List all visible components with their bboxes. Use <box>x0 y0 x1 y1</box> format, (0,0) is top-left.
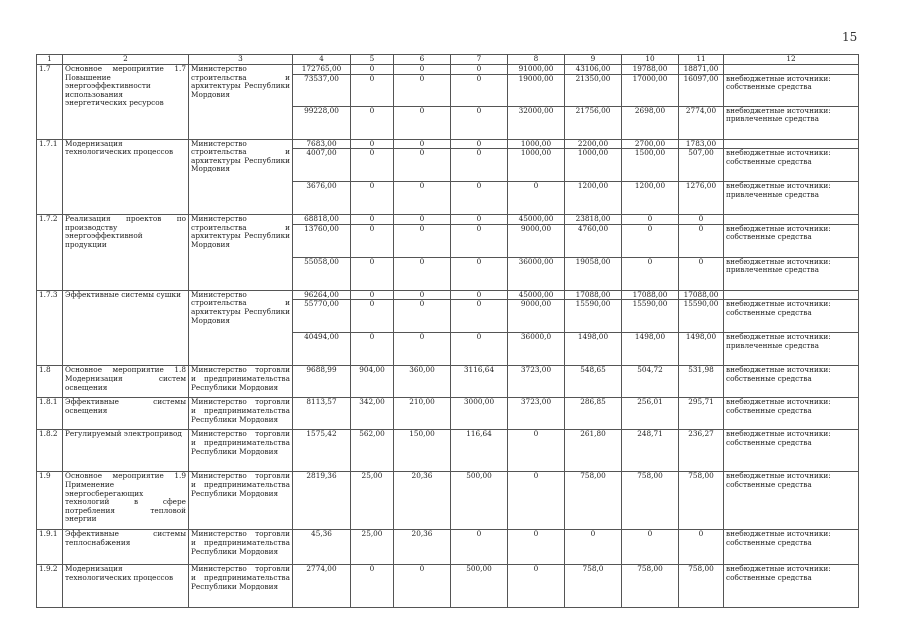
cell-activity-name: Эффективные системы теплоснабжения <box>63 530 189 565</box>
header-cell: 2 <box>63 55 189 65</box>
cell-vals-4: 0 <box>451 182 508 215</box>
cell-funding-source: внебюджетные источники: привлеченные средства <box>724 106 859 139</box>
cell-vals-6: 23818,00 <box>565 215 622 225</box>
cell-funding-source: внебюджетные источники: собственные средства <box>724 74 859 106</box>
cell-vals-2: 0 <box>351 182 394 215</box>
cell-vals-4: 0 <box>451 106 508 139</box>
cell-vals-2: 0 <box>351 224 394 257</box>
header-cell: 11 <box>679 55 724 65</box>
cell-vals-8: 531,98 <box>679 366 724 398</box>
cell-responsible-org: Министерство торговли и предпринимательства Республики Мордовия <box>189 366 293 398</box>
cell-vals-8: 15590,00 <box>679 300 724 333</box>
cell-funding-source: внебюджетные источники: привлеченные средства <box>724 182 859 215</box>
cell-activity-name: Основное мероприятие 1.9 Применение энергосберегающих технологий в сфере потребления тепловой энергии <box>63 472 189 530</box>
cell-vals-1: 1575,42 <box>293 430 351 472</box>
cell-vals-2: 0 <box>351 257 394 290</box>
cell-activity-name: Эффективные системы сушки <box>63 290 189 366</box>
cell-vals-5: 1000,00 <box>508 149 565 182</box>
cell-vals-6: 43106,00 <box>565 65 622 75</box>
cell-vals-1: 55770,00 <box>293 300 351 333</box>
cell-vals-1: 8113,57 <box>293 398 351 430</box>
cell-vals-3: 0 <box>394 139 451 149</box>
cell-vals-2: 0 <box>351 565 394 608</box>
cell-vals-4: 500,00 <box>451 472 508 530</box>
cell-vals-7: 1498,00 <box>622 333 679 366</box>
cell-vals-6: 15590,00 <box>565 300 622 333</box>
cell-vals-5: 45000,00 <box>508 290 565 300</box>
table-row-1-9-1 <box>37 530 859 565</box>
cell-responsible-org: Министерство торговли и предпринимательства Республики Мордовия <box>189 565 293 608</box>
cell-responsible-org: Министерство строительства и архитектуры Республики Мордовия <box>189 65 293 140</box>
cell-vals-4: 500,00 <box>451 565 508 608</box>
cell-vals-2: 562,00 <box>351 430 394 472</box>
cell-vals-8: 295,71 <box>679 398 724 430</box>
cell-vals-7: 0 <box>622 530 679 565</box>
table-row-1-8-2 <box>37 430 859 472</box>
cell-vals-7: 2698,00 <box>622 106 679 139</box>
cell-vals-1: 55058,00 <box>293 257 351 290</box>
cell-vals-7: 504,72 <box>622 366 679 398</box>
cell-vals-1: 2819,36 <box>293 472 351 530</box>
cell-activity-name: Основное мероприятие 1.8 Модернизация систем освещения <box>63 366 189 398</box>
cell-vals-2: 25,00 <box>351 530 394 565</box>
cell-vals-1: 2774,00 <box>293 565 351 608</box>
cell-item-number: 1.8.2 <box>37 430 63 472</box>
cell-vals-3: 0 <box>394 106 451 139</box>
table-row-1-8-1 <box>37 398 859 430</box>
cell-vals-7: 1500,00 <box>622 149 679 182</box>
cell-vals-1: 40494,00 <box>293 333 351 366</box>
cell-responsible-org: Министерство торговли и предпринимательства Республики Мордовия <box>189 398 293 430</box>
cell-vals-6: 758,00 <box>565 472 622 530</box>
cell-vals-5: 9000,00 <box>508 300 565 333</box>
header-cell: 8 <box>508 55 565 65</box>
cell-vals-6: 21756,00 <box>565 106 622 139</box>
cell-vals-5: 36000,00 <box>508 257 565 290</box>
cell-vals-3: 0 <box>394 565 451 608</box>
cell-vals-1: 96264,00 <box>293 290 351 300</box>
cell-vals-2: 0 <box>351 106 394 139</box>
page-number: 15 <box>842 30 858 44</box>
cell-vals-8: 0 <box>679 215 724 225</box>
cell-vals-1: 99228,00 <box>293 106 351 139</box>
cell-vals-4: 0 <box>451 257 508 290</box>
table-row-1-9 <box>37 472 859 530</box>
cell-funding-source: внебюджетные источники: собственные средства <box>724 300 859 333</box>
cell-vals-4: 0 <box>451 215 508 225</box>
cell-vals-4: 0 <box>451 149 508 182</box>
header-cell: 3 <box>189 55 293 65</box>
cell-responsible-org: Министерство торговли и предпринимательства Республики Мордовия <box>189 530 293 565</box>
cell-vals-6: 0 <box>565 530 622 565</box>
cell-vals-5: 3723,00 <box>508 398 565 430</box>
cell-vals-5: 32000,00 <box>508 106 565 139</box>
cell-responsible-org: Министерство строительства и архитектуры Республики Мордовия <box>189 139 293 215</box>
cell-vals-3: 0 <box>394 257 451 290</box>
cell-vals-3: 210,00 <box>394 398 451 430</box>
cell-item-number: 1.9.2 <box>37 565 63 608</box>
cell-funding-source <box>724 65 859 75</box>
cell-vals-5: 19000,00 <box>508 74 565 106</box>
cell-vals-2: 0 <box>351 300 394 333</box>
cell-vals-8: 507,00 <box>679 149 724 182</box>
cell-vals-7: 758,00 <box>622 565 679 608</box>
cell-vals-4: 0 <box>451 139 508 149</box>
cell-vals-8: 16097,00 <box>679 74 724 106</box>
cell-vals-3: 20,36 <box>394 530 451 565</box>
cell-vals-2: 25,00 <box>351 472 394 530</box>
cell-vals-3: 20,36 <box>394 472 451 530</box>
cell-vals-7: 0 <box>622 215 679 225</box>
header-cell: 12 <box>724 55 859 65</box>
cell-vals-3: 360,00 <box>394 366 451 398</box>
table-row-1-8 <box>37 366 859 398</box>
cell-responsible-org: Министерство торговли и предпринимательства Республики Мордовия <box>189 430 293 472</box>
cell-vals-6: 1498,00 <box>565 333 622 366</box>
cell-vals-2: 904,00 <box>351 366 394 398</box>
cell-vals-1: 68818,00 <box>293 215 351 225</box>
header-cell: 4 <box>293 55 351 65</box>
table-row-1-7-line-1 <box>37 65 859 75</box>
header-cell: 9 <box>565 55 622 65</box>
cell-vals-7: 256,01 <box>622 398 679 430</box>
cell-vals-7: 15590,00 <box>622 300 679 333</box>
cell-activity-name: Основное мероприятие 1.7 Повышение энергоэффективности использования энергетических ресурсов <box>63 65 189 140</box>
cell-vals-8: 0 <box>679 224 724 257</box>
cell-vals-5: 9000,00 <box>508 224 565 257</box>
cell-vals-8: 18871,00 <box>679 65 724 75</box>
cell-vals-5: 1000,00 <box>508 139 565 149</box>
table-row-1-7-1-line-1 <box>37 139 859 149</box>
cell-vals-3: 0 <box>394 65 451 75</box>
cell-responsible-org: Министерство строительства и архитектуры Республики Мордовия <box>189 215 293 291</box>
cell-vals-6: 548,65 <box>565 366 622 398</box>
header-cell: 5 <box>351 55 394 65</box>
table-body <box>37 55 859 608</box>
cell-vals-2: 342,00 <box>351 398 394 430</box>
cell-funding-source: внебюджетные источники: привлеченные средства <box>724 257 859 290</box>
header-cell: 7 <box>451 55 508 65</box>
cell-vals-6: 286,85 <box>565 398 622 430</box>
cell-vals-4: 0 <box>451 333 508 366</box>
cell-item-number: 1.8.1 <box>37 398 63 430</box>
cell-vals-3: 0 <box>394 224 451 257</box>
cell-vals-6: 1200,00 <box>565 182 622 215</box>
cell-vals-8: 1498,00 <box>679 333 724 366</box>
cell-vals-3: 0 <box>394 182 451 215</box>
cell-vals-1: 3676,00 <box>293 182 351 215</box>
table-row-1-7-2-line-1 <box>37 215 859 225</box>
cell-activity-name: Модернизация технологических процессов <box>63 139 189 215</box>
cell-vals-2: 0 <box>351 74 394 106</box>
cell-vals-5: 0 <box>508 430 565 472</box>
cell-vals-2: 0 <box>351 149 394 182</box>
cell-vals-7: 17088,00 <box>622 290 679 300</box>
cell-vals-6: 2200,00 <box>565 139 622 149</box>
header-cell: 1 <box>37 55 63 65</box>
cell-vals-4: 0 <box>451 65 508 75</box>
cell-funding-source: внебюджетные источники: привлеченные средства <box>724 333 859 366</box>
cell-vals-5: 91000,00 <box>508 65 565 75</box>
cell-vals-4: 3000,00 <box>451 398 508 430</box>
cell-vals-2: 0 <box>351 333 394 366</box>
cell-vals-3: 0 <box>394 215 451 225</box>
cell-vals-8: 758,00 <box>679 565 724 608</box>
cell-vals-5: 36000,0 <box>508 333 565 366</box>
cell-funding-source <box>724 139 859 149</box>
cell-vals-1: 13760,00 <box>293 224 351 257</box>
table-row-1-7-3-line-1 <box>37 290 859 300</box>
cell-vals-3: 0 <box>394 300 451 333</box>
cell-vals-7: 1200,00 <box>622 182 679 215</box>
program-table <box>36 54 859 608</box>
cell-vals-8: 0 <box>679 530 724 565</box>
cell-vals-5: 3723,00 <box>508 366 565 398</box>
cell-vals-7: 758,00 <box>622 472 679 530</box>
cell-vals-8: 236,27 <box>679 430 724 472</box>
cell-vals-3: 0 <box>394 149 451 182</box>
cell-item-number: 1.7 <box>37 65 63 140</box>
cell-vals-6: 758,0 <box>565 565 622 608</box>
cell-vals-6: 19058,00 <box>565 257 622 290</box>
cell-vals-1: 73537,00 <box>293 74 351 106</box>
cell-vals-8: 0 <box>679 257 724 290</box>
cell-funding-source: внебюджетные источники: собственные средства <box>724 149 859 182</box>
cell-responsible-org: Министерство строительства и архитектуры Республики Мордовия <box>189 290 293 366</box>
cell-vals-5: 0 <box>508 530 565 565</box>
cell-vals-7: 0 <box>622 257 679 290</box>
cell-item-number: 1.7.3 <box>37 290 63 366</box>
cell-funding-source: внебюджетные источники: собственные средства <box>724 224 859 257</box>
cell-responsible-org: Министерство торговли и предпринимательства Республики Мордовия <box>189 472 293 530</box>
cell-vals-8: 2774,00 <box>679 106 724 139</box>
cell-activity-name: Реализация проектов по производству энергоэффективной продукции <box>63 215 189 291</box>
cell-vals-6: 261,80 <box>565 430 622 472</box>
header-row <box>37 55 859 65</box>
header-cell: 6 <box>394 55 451 65</box>
cell-funding-source: внебюджетные источники: собственные средства <box>724 398 859 430</box>
cell-item-number: 1.8 <box>37 366 63 398</box>
cell-vals-8: 1276,00 <box>679 182 724 215</box>
cell-vals-3: 0 <box>394 290 451 300</box>
table-row-1-9-2 <box>37 565 859 608</box>
cell-funding-source <box>724 290 859 300</box>
cell-vals-7: 19788,00 <box>622 65 679 75</box>
cell-vals-5: 0 <box>508 565 565 608</box>
cell-vals-3: 0 <box>394 333 451 366</box>
cell-vals-1: 172765,00 <box>293 65 351 75</box>
cell-vals-1: 7683,00 <box>293 139 351 149</box>
cell-funding-source: внебюджетные источники: собственные средства <box>724 565 859 608</box>
cell-vals-7: 17000,00 <box>622 74 679 106</box>
cell-vals-7: 2700,00 <box>622 139 679 149</box>
cell-vals-7: 248,71 <box>622 430 679 472</box>
cell-vals-6: 21350,00 <box>565 74 622 106</box>
cell-vals-6: 1000,00 <box>565 149 622 182</box>
cell-item-number: 1.9 <box>37 472 63 530</box>
cell-vals-6: 4760,00 <box>565 224 622 257</box>
cell-vals-2: 0 <box>351 215 394 225</box>
cell-activity-name: Эффективные системы освещения <box>63 398 189 430</box>
cell-vals-5: 0 <box>508 182 565 215</box>
cell-vals-2: 0 <box>351 65 394 75</box>
cell-item-number: 1.7.2 <box>37 215 63 291</box>
cell-activity-name: Модернизация технологических процессов <box>63 565 189 608</box>
cell-item-number: 1.7.1 <box>37 139 63 215</box>
cell-vals-8: 17088,00 <box>679 290 724 300</box>
cell-item-number: 1.9.1 <box>37 530 63 565</box>
cell-vals-8: 1783,00 <box>679 139 724 149</box>
cell-vals-6: 17088,00 <box>565 290 622 300</box>
cell-vals-5: 0 <box>508 472 565 530</box>
cell-vals-4: 0 <box>451 224 508 257</box>
cell-vals-3: 0 <box>394 74 451 106</box>
cell-vals-4: 0 <box>451 74 508 106</box>
cell-vals-2: 0 <box>351 290 394 300</box>
cell-vals-1: 45,36 <box>293 530 351 565</box>
cell-vals-1: 9688,99 <box>293 366 351 398</box>
cell-vals-4: 0 <box>451 290 508 300</box>
cell-funding-source: внебюджетные источники: собственные средства <box>724 472 859 530</box>
cell-vals-5: 45000,00 <box>508 215 565 225</box>
cell-vals-4: 0 <box>451 300 508 333</box>
cell-funding-source: внебюджетные источники: собственные средства <box>724 366 859 398</box>
cell-funding-source <box>724 215 859 225</box>
cell-vals-3: 150,00 <box>394 430 451 472</box>
cell-vals-4: 0 <box>451 530 508 565</box>
cell-activity-name: Регулируемый электропривод <box>63 430 189 472</box>
header-cell: 10 <box>622 55 679 65</box>
cell-vals-8: 758,00 <box>679 472 724 530</box>
cell-vals-7: 0 <box>622 224 679 257</box>
cell-vals-1: 4007,00 <box>293 149 351 182</box>
cell-vals-4: 116,64 <box>451 430 508 472</box>
cell-vals-2: 0 <box>351 139 394 149</box>
cell-vals-4: 3116,64 <box>451 366 508 398</box>
cell-funding-source: внебюджетные источники: собственные средства <box>724 430 859 472</box>
cell-funding-source: внебюджетные источники: собственные средства <box>724 530 859 565</box>
